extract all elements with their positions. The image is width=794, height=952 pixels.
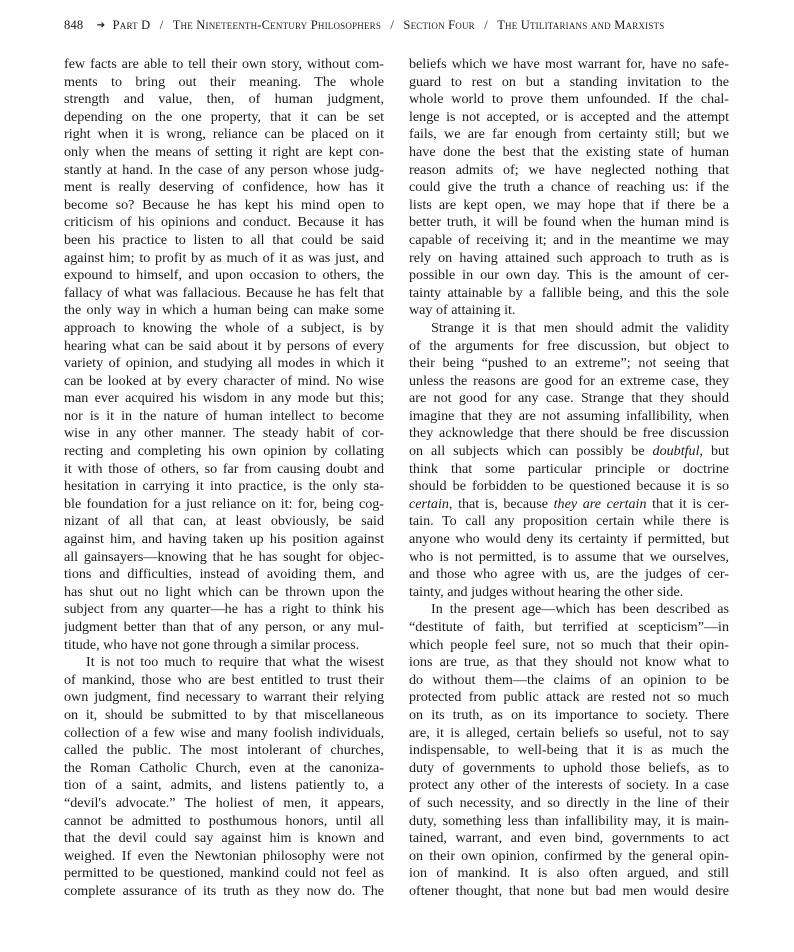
text-line: who is not permitted, is to assume that we ourselves, xyxy=(409,548,729,565)
text-line: whole world to prove them unfounded. If the chal- xyxy=(409,91,729,108)
text-line: anyone who would deny its certainty if permitted, but xyxy=(409,531,729,548)
text-line: think that some particular principle or doctrine xyxy=(409,460,729,477)
separator: / xyxy=(390,18,395,32)
text-line: hesitation in carrying it into practice, is the only sta- xyxy=(64,478,384,495)
text-line xyxy=(409,496,729,514)
text-line: ions are true, as that they should not know what to xyxy=(409,654,729,671)
separator: / xyxy=(484,18,488,32)
text-line: Strange it is that men should admit the validity xyxy=(431,319,729,336)
text-line: own judgment, find necessary to warrant their relying xyxy=(64,689,384,706)
arrow-icon: ➔ xyxy=(96,20,106,31)
text-line: subject from any quarter—he has a right to think his xyxy=(64,601,384,618)
text-line: ion of mankind. It is also often argued, and still xyxy=(409,865,729,882)
emphasis: doubtful xyxy=(652,443,700,460)
text-line: on it, should be submitted to by that miscellaneous xyxy=(64,706,384,723)
text-line: are not good for any case. Strange that they should xyxy=(409,390,729,407)
text-line: tain. To call any proposition certain while there is xyxy=(409,513,729,530)
text-line: nor is it in the nature of human intellect to become xyxy=(64,407,384,424)
text-line: “destitute of faith, but terrified at scepticism”—in xyxy=(409,619,729,635)
text-line: complete assurance of its truth as they now do. The xyxy=(64,882,384,899)
section-label: Section Four xyxy=(403,18,475,32)
text-line: against him; to profit by as much of it as was just, and xyxy=(64,249,384,266)
text-line: beliefs which we have most warrant for, have no safe- xyxy=(409,56,729,72)
text-line: the Roman Catholic Church, even at the canoniza- xyxy=(64,759,384,776)
text-line: way of attaining it. xyxy=(409,302,516,319)
text-line: man ever acquired his wisdom in any mode but this; xyxy=(64,390,384,407)
text-line: titude, who have not gone through a similar process. xyxy=(64,636,360,653)
text-line: can be looked at by every character of mind. No wise xyxy=(64,372,384,389)
text-line: recting and completing his own opinion by collating xyxy=(64,443,384,460)
text-line: tions and difficulties, instead of avoiding them, and xyxy=(64,566,384,583)
text-line: become so? Because he has kept his mind open to xyxy=(64,196,384,213)
text-line: called the public. The most intolerant of churches, xyxy=(64,742,384,759)
text-line: possible in our own day. This is the amount of cer- xyxy=(409,267,729,284)
text-line: duty of governments to uphold those beliefs, as to xyxy=(409,759,729,776)
text-line: of the arguments for free discussion, but object to xyxy=(409,337,729,354)
text-line: right when it is wrong, reliance can be placed on it xyxy=(64,126,384,143)
text-line: been his practice to listen to all that could be said xyxy=(64,231,384,248)
text-line: of mankind, those who are best entitled to trust their xyxy=(64,671,384,688)
text-line: should be forbidden to be questioned because it is so xyxy=(409,478,729,495)
text-line: have done the best that the existing state of human xyxy=(409,143,729,160)
text-line: ble foundation for a just reliance on it: for, being cog- xyxy=(64,495,384,512)
text-line: do without them—the claims of an opinion to be xyxy=(409,671,729,688)
text-segment: on all subjects which can possibly be xyxy=(409,443,653,460)
text-line: oftener thought, that none but bad men would desire xyxy=(409,882,729,899)
text-segment: , but xyxy=(699,443,729,460)
text-line: cannot be admitted to posthumous honors, until all xyxy=(64,812,384,829)
text-line: reason admits of; we have neglected nothing that xyxy=(409,161,729,178)
text-line: the only way in which a human being can make some xyxy=(64,302,384,319)
text-line: In the present age—which has been described as xyxy=(431,601,729,618)
text-line: are, it is alleged, certain beliefs so useful, not to say xyxy=(409,724,729,741)
part-label: Part D xyxy=(112,18,151,32)
text-line: tained, warrant, and even bind, governments to act xyxy=(409,830,729,847)
text-line: indispensable, to well-being that it is as much the xyxy=(409,742,729,759)
text-line: all gainsayers—knowing that he has sought for objec- xyxy=(64,548,384,565)
text-line: few facts are able to tell their own story, without com- xyxy=(64,56,384,72)
text-line: it with those of others, so far from causing doubt and xyxy=(64,460,384,477)
text-segment: , that is, because xyxy=(448,495,554,512)
text-line: their being “pushed to an extreme”; not seeing that xyxy=(409,355,729,372)
text-line: weighed. If even the Newtonian philosophy were not xyxy=(64,847,384,864)
text-line: criticism of his opinions and conduct. Because it has xyxy=(64,214,384,231)
text-line: lists are kept open, we may hope that if there be a xyxy=(409,196,729,213)
text-line: “devil's advocate.” The holiest of men, it appears, xyxy=(64,794,384,811)
text-line: duty, something less than infallibility may, it is main- xyxy=(409,812,729,829)
text-line: fails, we are far enough from certainty still; but we xyxy=(409,126,729,143)
text-line: expound to himself, and upon occasion to others, the xyxy=(64,267,384,284)
text-segment: that it is cer- xyxy=(646,495,729,512)
text-line: ments to bring out their meaning. The whole xyxy=(64,73,384,90)
text-line: hearing what can be said about it by persons of every xyxy=(64,337,384,354)
text-line: variety of opinion, and studying all modes in which it xyxy=(64,355,384,372)
text-line: has shut out no light which can be thrown upon the xyxy=(64,583,384,600)
text-line: nizant of all that can, at least obviously, be said xyxy=(64,513,384,530)
text-line: that the devil could say against him is known and xyxy=(64,830,384,847)
text-line: permitted to be questioned, mankind could not feel as xyxy=(64,865,384,882)
left-column xyxy=(64,56,384,901)
text-line: could give the truth a chance of reaching us: if the xyxy=(409,179,729,196)
text-line: fallacy of what was fallacious. Because he has felt that xyxy=(64,284,384,301)
text-line: protect any other of the interests of society. In a case xyxy=(409,777,729,794)
text-line: against him, and having taken up his position against xyxy=(64,531,384,548)
text-line: strength and value, then, of human judgment, xyxy=(64,91,384,108)
text-line: capable of receiving it; and in the meantime we may xyxy=(409,231,729,248)
chapter-title: The Utilitarians and Marxists xyxy=(497,18,665,32)
text-line: It is not too much to require that what the wisest xyxy=(86,654,384,671)
separator: / xyxy=(159,18,164,32)
text-line: ment is really deserving of confidence, how has it xyxy=(64,179,384,196)
text-line: approach to knowing the whole of a subject, is by xyxy=(64,319,384,336)
text-line: rely on having attained such approach to truth as is xyxy=(409,249,729,266)
text-line: imagine that they are not assuming infallibility, when xyxy=(409,407,729,424)
text-line: stantly at hand. In the case of any person whose judg- xyxy=(64,161,384,178)
text-line: protected from public attack are rested not so much xyxy=(409,689,729,706)
text-line: guard to rest on but a standing invitation to the xyxy=(409,73,729,90)
text-line: which people feel sure, not so much that their opin- xyxy=(409,636,729,653)
emphasis: certain xyxy=(409,495,449,512)
text-line: wise in any other manner. The steady habit of cor- xyxy=(64,425,384,442)
text-line: on their own opinion, confirmed by the general opin- xyxy=(409,847,729,864)
right-column xyxy=(409,56,729,901)
text-line: depending on the one property, that it can be set xyxy=(64,108,384,125)
text-line: of such necessity, and so directly in the line of their xyxy=(409,794,729,811)
text-line: collection of a few wise and many foolish individuals, xyxy=(64,724,384,741)
text-line: tion of a saint, admits, and listens patiently to, a xyxy=(64,777,384,794)
text-line: they acknowledge that there should be free discussion xyxy=(409,425,729,442)
text-line xyxy=(409,443,729,461)
text-line: tainty attainable by a fallible being, and this the sole xyxy=(409,284,729,301)
text-line: judgment better than that of any person, or any mul- xyxy=(64,619,384,635)
text-line: only when the means of setting it right are kept con- xyxy=(64,143,384,160)
running-head xyxy=(64,18,744,33)
text-line: unless the reasons are good for an extreme case, they xyxy=(409,372,729,389)
text-line: tainty, and judges without hearing the other side. xyxy=(409,583,684,600)
text-line: better truth, it will be found when the human mind is xyxy=(409,214,729,231)
section-title: The Nineteenth-Century Philosophers xyxy=(172,18,382,32)
text-line: on its truth, as on its importance to society. There xyxy=(409,706,729,723)
text-line: and those who agree with us, are the judges of cer- xyxy=(409,566,729,583)
text-line: lenge is not accepted, or is accepted and the attempt xyxy=(409,108,729,125)
page-number: 848 xyxy=(64,18,84,32)
emphasis: they are certain xyxy=(553,495,647,512)
